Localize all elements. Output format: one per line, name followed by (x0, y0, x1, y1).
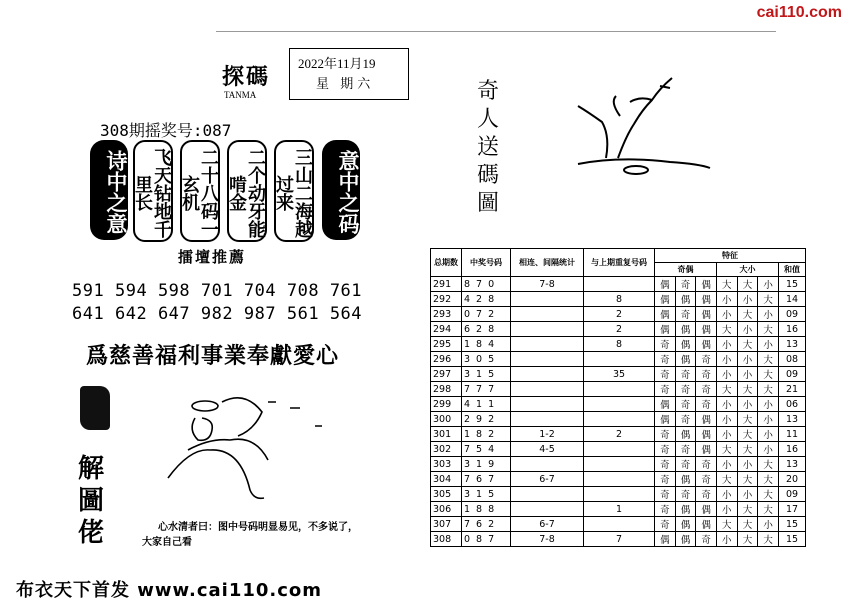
bigsmall-cell: 大 (758, 457, 779, 472)
title-char: 圖 (476, 191, 499, 216)
oddeven-cell: 偶 (696, 337, 717, 352)
oddeven-cell: 偶 (655, 307, 676, 322)
repeat-cell (584, 457, 655, 472)
oddeven-cell: 偶 (696, 517, 717, 532)
title-char: 碼 (476, 163, 499, 188)
repeat-cell: 1 (584, 502, 655, 517)
poem-column-text: 飞天钻地千里长 (132, 148, 172, 238)
bigsmall-cell: 小 (758, 442, 779, 457)
period-cell: 300 (431, 412, 462, 427)
oddeven-cell: 偶 (675, 352, 696, 367)
period-cell: 299 (431, 397, 462, 412)
repeat-cell: 7 (584, 532, 655, 547)
number-cell: 315 (462, 487, 511, 502)
consec-cell (511, 412, 584, 427)
sum-cell: 13 (779, 457, 806, 472)
sum-cell: 20 (779, 472, 806, 487)
oddeven-cell: 奇 (655, 352, 676, 367)
header-oddeven: 奇偶 (655, 263, 717, 277)
oddeven-cell: 奇 (696, 532, 717, 547)
repeat-cell (584, 487, 655, 502)
table-row (431, 337, 806, 352)
recommend-number: 598 (157, 281, 191, 301)
header-feature: 特征 (655, 249, 806, 263)
oddeven-cell: 偶 (675, 502, 696, 517)
number-cell: 072 (462, 307, 511, 322)
sum-cell: 21 (779, 382, 806, 397)
oddeven-cell: 偶 (675, 337, 696, 352)
bigsmall-cell: 小 (758, 397, 779, 412)
consec-cell: 7-8 (511, 277, 584, 292)
period-cell: 306 (431, 502, 462, 517)
recommend-number: 561 (286, 304, 320, 324)
repeat-cell (584, 517, 655, 532)
recommend-number: 647 (157, 304, 191, 324)
bigsmall-cell: 小 (758, 427, 779, 442)
history-table (430, 248, 806, 547)
ink-stamp-icon (80, 386, 110, 430)
period-cell: 292 (431, 292, 462, 307)
consec-cell: 7-8 (511, 532, 584, 547)
oddeven-cell: 奇 (696, 487, 717, 502)
poem-right-text: 意中之码 (336, 150, 361, 234)
recommend-number: 642 (114, 304, 148, 324)
bigsmall-cell: 大 (758, 472, 779, 487)
period-cell: 296 (431, 352, 462, 367)
period-cell: 308 (431, 532, 462, 547)
oddeven-cell: 奇 (675, 487, 696, 502)
bigsmall-cell: 大 (737, 517, 758, 532)
table-row (431, 517, 806, 532)
oddeven-cell: 奇 (655, 517, 676, 532)
oddeven-cell: 偶 (675, 532, 696, 547)
number-cell: 762 (462, 517, 511, 532)
oddeven-cell: 奇 (655, 457, 676, 472)
oddeven-cell: 奇 (655, 367, 676, 382)
oddeven-cell: 偶 (696, 277, 717, 292)
bigsmall-cell: 大 (758, 502, 779, 517)
bigsmall-cell: 大 (716, 517, 737, 532)
period-cell: 293 (431, 307, 462, 322)
bigsmall-cell: 大 (758, 532, 779, 547)
consec-cell (511, 307, 584, 322)
period-cell: 307 (431, 517, 462, 532)
oddeven-cell: 偶 (696, 502, 717, 517)
table-row (431, 277, 806, 292)
oddeven-cell: 奇 (655, 427, 676, 442)
repeat-cell (584, 412, 655, 427)
oddeven-cell: 奇 (675, 307, 696, 322)
number-cell: 184 (462, 337, 511, 352)
bigsmall-cell: 小 (737, 292, 758, 307)
poem-column-4 (274, 140, 314, 242)
bigsmall-cell: 小 (758, 517, 779, 532)
recommend-number: 591 (72, 281, 105, 301)
poem-column-3 (227, 140, 267, 242)
recommend-number: 704 (243, 281, 277, 301)
sum-cell: 15 (779, 277, 806, 292)
sum-cell: 09 (779, 367, 806, 382)
header-bigsmall: 大小 (716, 263, 778, 277)
bigsmall-cell: 小 (758, 412, 779, 427)
bigsmall-cell: 大 (758, 322, 779, 337)
header-repeat: 与上期重复号码 (584, 249, 655, 277)
bigsmall-cell: 大 (758, 382, 779, 397)
recommend-number: 594 (114, 281, 148, 301)
poem-column-text: 二个动牙能啃金 (226, 148, 266, 238)
table-row (431, 397, 806, 412)
bigsmall-cell: 小 (716, 502, 737, 517)
sum-cell: 17 (779, 502, 806, 517)
oddeven-cell: 奇 (696, 352, 717, 367)
bigsmall-cell: 小 (737, 457, 758, 472)
oddeven-cell: 偶 (655, 397, 676, 412)
bigsmall-cell: 大 (758, 352, 779, 367)
weekday-text: 星 期六 (316, 76, 375, 91)
number-cell: 870 (462, 277, 511, 292)
repeat-cell: 8 (584, 292, 655, 307)
bigsmall-cell: 大 (737, 442, 758, 457)
consec-cell: 6-7 (511, 517, 584, 532)
period-cell: 301 (431, 427, 462, 442)
sum-cell: 16 (779, 322, 806, 337)
bigsmall-cell: 小 (716, 307, 737, 322)
table-row (431, 352, 806, 367)
oddeven-cell: 奇 (675, 457, 696, 472)
history-table-body (431, 277, 806, 547)
consec-cell (511, 382, 584, 397)
table-row (431, 367, 806, 382)
header-consec: 相连、间隔统计 (511, 249, 584, 277)
bigsmall-cell: 小 (737, 352, 758, 367)
poem-column-1 (133, 140, 173, 242)
bigsmall-cell: 大 (737, 277, 758, 292)
oddeven-cell: 奇 (696, 472, 717, 487)
draw-result-label: 308期摇奖号:087 (100, 121, 232, 140)
bigsmall-cell: 小 (737, 322, 758, 337)
bigsmall-cell: 大 (716, 277, 737, 292)
consec-cell (511, 292, 584, 307)
recommend-row-1 (72, 281, 362, 301)
table-row (431, 307, 806, 322)
oddeven-cell: 偶 (655, 532, 676, 547)
oddeven-cell: 奇 (675, 397, 696, 412)
oddeven-cell: 偶 (655, 412, 676, 427)
solver-note-line-2: 大家自己看 (142, 537, 192, 548)
repeat-cell (584, 277, 655, 292)
repeat-cell: 2 (584, 322, 655, 337)
bigsmall-cell: 大 (737, 472, 758, 487)
solver-char-3: 佬 (78, 518, 105, 548)
bigsmall-cell: 小 (737, 397, 758, 412)
bigsmall-cell: 小 (737, 367, 758, 382)
table-row (431, 457, 806, 472)
sum-cell: 15 (779, 532, 806, 547)
number-cell: 411 (462, 397, 511, 412)
sum-cell: 11 (779, 427, 806, 442)
consec-cell: 6-7 (511, 472, 584, 487)
right-vertical-title (472, 78, 504, 218)
poem-left-text: 诗中之意 (104, 150, 129, 234)
oddeven-cell: 偶 (675, 322, 696, 337)
oddeven-cell: 奇 (655, 337, 676, 352)
bigsmall-cell: 大 (716, 322, 737, 337)
repeat-cell: 2 (584, 307, 655, 322)
bigsmall-cell: 小 (758, 337, 779, 352)
oddeven-cell: 奇 (655, 487, 676, 502)
poem-left-box (90, 140, 128, 240)
oddeven-cell: 奇 (675, 277, 696, 292)
oddeven-cell: 偶 (696, 442, 717, 457)
bigsmall-cell: 大 (737, 532, 758, 547)
consec-cell (511, 487, 584, 502)
number-cell: 754 (462, 442, 511, 457)
sum-cell: 08 (779, 352, 806, 367)
consec-cell (511, 457, 584, 472)
number-cell: 428 (462, 292, 511, 307)
title-char: 送 (476, 135, 499, 160)
number-cell: 628 (462, 322, 511, 337)
table-row (431, 502, 806, 517)
oddeven-cell: 偶 (696, 427, 717, 442)
number-cell: 767 (462, 472, 511, 487)
number-cell: 292 (462, 412, 511, 427)
title-char: 人 (476, 107, 499, 132)
number-cell: 305 (462, 352, 511, 367)
repeat-cell: 35 (584, 367, 655, 382)
page-title: 探碼 (222, 64, 271, 90)
date-box (289, 48, 409, 100)
repeat-cell (584, 472, 655, 487)
sum-cell: 09 (779, 487, 806, 502)
poem-column-text: 二十八码一玄机 (179, 148, 219, 238)
title-char: 奇 (476, 79, 499, 104)
consec-cell: 4-5 (511, 442, 584, 457)
oddeven-cell: 奇 (696, 367, 717, 382)
bigsmall-cell: 大 (737, 382, 758, 397)
oddeven-cell: 偶 (696, 307, 717, 322)
oddeven-cell: 偶 (675, 292, 696, 307)
repeat-cell: 8 (584, 337, 655, 352)
tree-icon (578, 78, 710, 174)
table-row (431, 427, 806, 442)
oddeven-cell: 奇 (675, 382, 696, 397)
bigsmall-cell: 小 (758, 277, 779, 292)
period-cell: 291 (431, 277, 462, 292)
bigsmall-cell: 大 (737, 502, 758, 517)
recommend-heading: 擂壇推薦 (178, 248, 247, 266)
table-row (431, 442, 806, 457)
bigsmall-cell: 大 (758, 292, 779, 307)
sum-cell: 15 (779, 517, 806, 532)
charity-slogan: 爲慈善福利事業奉獻愛心 (86, 343, 340, 369)
recommend-number: 564 (329, 304, 363, 324)
bigsmall-cell: 大 (758, 367, 779, 382)
table-row (431, 472, 806, 487)
recommend-row-2 (72, 304, 362, 324)
oddeven-cell: 奇 (655, 502, 676, 517)
oddeven-cell: 偶 (696, 322, 717, 337)
oddeven-cell: 偶 (675, 517, 696, 532)
bigsmall-cell: 大 (716, 442, 737, 457)
oddeven-cell: 奇 (655, 472, 676, 487)
bigsmall-cell: 小 (716, 352, 737, 367)
poem-right-box (322, 140, 360, 240)
consec-cell (511, 337, 584, 352)
poem-column-2 (180, 140, 220, 242)
bigsmall-cell: 小 (716, 367, 737, 382)
table-row (431, 532, 806, 547)
hint-sketch-figure (150, 380, 390, 510)
header-period: 总期数 (431, 249, 462, 277)
bigsmall-cell: 大 (737, 427, 758, 442)
repeat-cell (584, 397, 655, 412)
recommend-number: 701 (200, 281, 234, 301)
bigsmall-cell: 小 (716, 487, 737, 502)
consec-cell (511, 322, 584, 337)
consec-cell (511, 352, 584, 367)
period-cell: 298 (431, 382, 462, 397)
bigsmall-cell: 大 (737, 307, 758, 322)
bigsmall-cell: 小 (716, 292, 737, 307)
table-row (431, 412, 806, 427)
poem-column-text: 三山二海越过来 (273, 148, 313, 238)
header-number: 中奖号码 (462, 249, 511, 277)
oddeven-cell: 奇 (696, 457, 717, 472)
number-cell: 188 (462, 502, 511, 517)
site-watermark: cai110.com (756, 4, 842, 21)
bigsmall-cell: 小 (716, 337, 737, 352)
repeat-cell: 2 (584, 427, 655, 442)
sum-cell: 13 (779, 337, 806, 352)
table-row (431, 322, 806, 337)
oddeven-cell: 偶 (675, 427, 696, 442)
number-cell: 087 (462, 532, 511, 547)
bigsmall-cell: 小 (737, 487, 758, 502)
consec-cell (511, 397, 584, 412)
solver-note-line-1: 心水清者曰：图中号码明显易见，不多说了， (158, 522, 358, 533)
tree-drawing (560, 66, 720, 196)
sum-cell: 13 (779, 412, 806, 427)
oddeven-cell: 奇 (655, 442, 676, 457)
bigsmall-cell: 大 (716, 472, 737, 487)
scan-edge-line (216, 31, 776, 32)
oddeven-cell: 偶 (655, 322, 676, 337)
period-cell: 294 (431, 322, 462, 337)
period-cell: 305 (431, 487, 462, 502)
oddeven-cell: 奇 (655, 382, 676, 397)
header-sum: 和值 (779, 263, 806, 277)
oddeven-cell: 偶 (696, 412, 717, 427)
solver-char-2: 圖 (78, 486, 105, 516)
recommend-number: 761 (329, 281, 363, 301)
period-cell: 302 (431, 442, 462, 457)
sum-cell: 09 (779, 307, 806, 322)
page-subtitle: TANMA (224, 90, 257, 100)
bigsmall-cell: 小 (716, 457, 737, 472)
oddeven-cell: 偶 (675, 472, 696, 487)
oddeven-cell: 奇 (696, 397, 717, 412)
bigsmall-cell: 大 (758, 487, 779, 502)
sum-cell: 06 (779, 397, 806, 412)
recommend-number: 708 (286, 281, 320, 301)
consec-cell: 1-2 (511, 427, 584, 442)
table-row (431, 487, 806, 502)
bigsmall-cell: 小 (716, 532, 737, 547)
recommend-number: 982 (200, 304, 234, 324)
bigsmall-cell: 大 (737, 337, 758, 352)
footer-source: 布衣天下首发 www.cai110.com (16, 580, 323, 601)
consec-cell (511, 367, 584, 382)
period-cell: 295 (431, 337, 462, 352)
number-cell: 319 (462, 457, 511, 472)
bigsmall-cell: 大 (716, 382, 737, 397)
oddeven-cell: 奇 (675, 442, 696, 457)
number-cell: 315 (462, 367, 511, 382)
sketch-lines-icon (168, 398, 322, 499)
oddeven-cell: 奇 (696, 382, 717, 397)
repeat-cell (584, 382, 655, 397)
bigsmall-cell: 小 (758, 307, 779, 322)
recommend-number: 987 (243, 304, 277, 324)
date-text: 2022年11月19 (298, 56, 376, 71)
recommend-number: 641 (72, 304, 105, 324)
sum-cell: 14 (779, 292, 806, 307)
oddeven-cell: 偶 (655, 277, 676, 292)
period-cell: 304 (431, 472, 462, 487)
table-row (431, 292, 806, 307)
bigsmall-cell: 小 (716, 427, 737, 442)
period-cell: 303 (431, 457, 462, 472)
oddeven-cell: 偶 (655, 292, 676, 307)
number-cell: 777 (462, 382, 511, 397)
bigsmall-cell: 大 (737, 412, 758, 427)
solver-char-1: 解 (78, 454, 105, 484)
consec-cell (511, 502, 584, 517)
repeat-cell (584, 352, 655, 367)
period-cell: 297 (431, 367, 462, 382)
sum-cell: 16 (779, 442, 806, 457)
table-row (431, 382, 806, 397)
bigsmall-cell: 小 (716, 412, 737, 427)
bigsmall-cell: 小 (716, 397, 737, 412)
number-cell: 182 (462, 427, 511, 442)
oddeven-cell: 偶 (696, 292, 717, 307)
oddeven-cell: 奇 (675, 367, 696, 382)
repeat-cell (584, 442, 655, 457)
oddeven-cell: 奇 (675, 412, 696, 427)
